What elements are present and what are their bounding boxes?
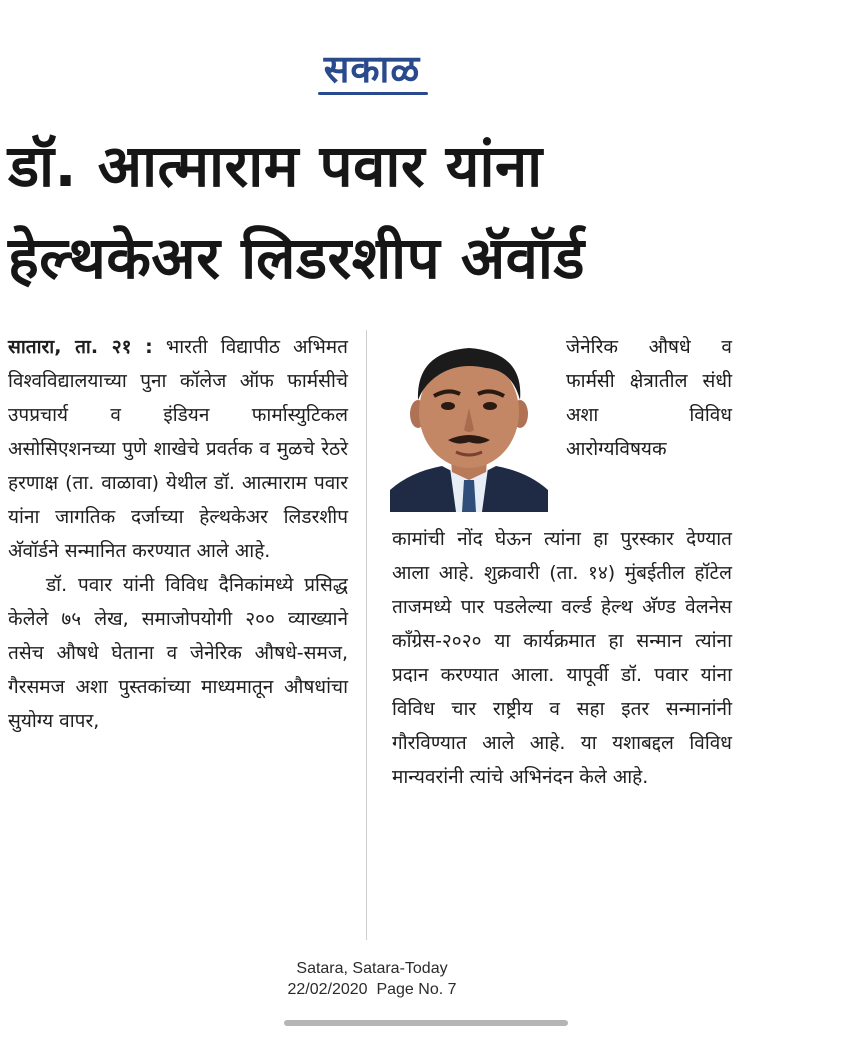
article-column-right xyxy=(392,522,732,794)
portrait-photo xyxy=(390,330,548,512)
source-edition: Satara, Satara-Today xyxy=(296,960,448,977)
column-divider xyxy=(366,330,367,940)
headline-line-2: हेल्थकेअर लिडरशीप अ‍ॅवॉर्ड xyxy=(8,224,585,292)
article-column-left xyxy=(8,330,348,738)
article-paragraph: जेनेरिक औषधे व फार्मसी क्षेत्रातील संधी अशा विविध आरोग्यविषयक xyxy=(566,336,732,460)
home-indicator-bar[interactable] xyxy=(284,1020,568,1026)
source-date-page: 22/02/2020 Page No. 7 xyxy=(287,981,457,998)
article-column-right-intro xyxy=(566,330,732,466)
paragraph-text: भारती विद्यापीठ अभिमत विश्वविद्यालयाच्या पुना कॉलेज ऑफ फार्मसीचे उपप्रचार्य व इंडियन फार्मास्युटिकल असोसिएशनच्या पुणे शाखेचे प्रवर्तक व मुळचे रेठरे हरणाक्ष (ता. वाळावा) येथील डॉ. आत्माराम पवार यांना जागतिक दर्जाच्या हेल्थकेअर लिडरशीप अ‍ॅवॉर्डने सन्मानित करण्यात आले आहे. xyxy=(8,336,348,562)
dateline: सातारा, ता. २१ : xyxy=(8,336,153,358)
headline-line-1: डॉ. आत्माराम पवार यांना xyxy=(8,132,543,200)
masthead-swoosh xyxy=(318,92,428,95)
article-paragraph: कामांची नोंद घेऊन त्यांना हा पुरस्कार देण्यात आला आहे. शुक्रवारी (ता. १४) मुंबईतील हॉटेल ताजमध्ये पार पडलेल्या वर्ल्ड हेल्थ अ‍ॅण्ड वेलनेस कॉंग्रेस-२०२० या कार्यक्रमात हा सन्मान त्यांना प्रदान करण्यात आला. यापूर्वी डॉ. पवार यांना विविध चार राष्ट्रीय व सहा इतर सन्मानांनी गौरविण्यात आले आहे. या यशाबद्दल विविध मान्यवरांनी त्यांचे अभिनंदन केले आहे. xyxy=(392,528,732,788)
source-caption xyxy=(0,958,744,1000)
headline xyxy=(8,120,768,304)
article-paragraph: डॉ. पवार यांनी विविध दैनिकांमध्ये प्रसिद्ध केलेले ७५ लेख, समाजोपयोगी २०० व्याख्याने तसेच औषधे घेताना व जेनेरिक औषधे-समज, गैरसमज अशा पुस्तकांच्या माध्यमातून औषधांचा सुयोग्य वापर, xyxy=(8,574,348,732)
article-paragraph xyxy=(8,330,348,568)
masthead-logo: सकाळ xyxy=(323,46,421,91)
